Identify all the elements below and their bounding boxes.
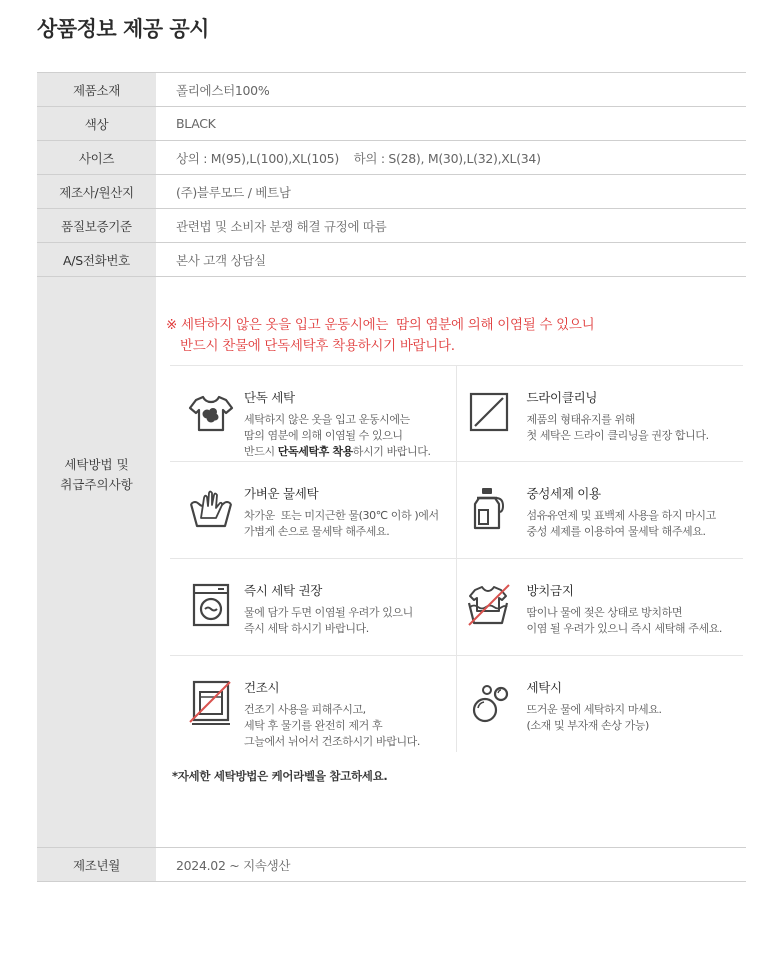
no-soak-icon: [465, 581, 515, 631]
table-row: [37, 175, 746, 209]
table-row: [37, 73, 746, 107]
table-row: [37, 107, 746, 141]
care-item-desc: 뜨거운 물에 세탁하지 마세요. (소재 및 부자재 손상 가능): [526, 703, 662, 732]
care-grid-row: [170, 558, 743, 655]
care-item: [170, 462, 457, 558]
row-value: 2024.02 ~ 지속생산: [176, 857, 291, 873]
dry-clean-icon: [465, 388, 515, 438]
care-item-desc: 섬유유연제 및 표백제 사용을 하지 마시고 중성 세제를 이용하여 물세탁 해주세요.: [526, 509, 716, 538]
care-grid-row: [170, 365, 743, 461]
row-value: 관련법 및 소비자 분쟁 해결 규정에 따름: [176, 218, 387, 234]
row-value: (주)블루모드 / 베트남: [176, 184, 291, 200]
care-item: [170, 656, 457, 752]
care-item: [457, 462, 744, 558]
warning-line2: 반드시 찬물에 단독세탁후 착용하시기 바랍니다.: [180, 338, 455, 354]
care-body: [156, 277, 746, 847]
row-value: 본사 고객 상담실: [176, 252, 266, 268]
detergent-icon: [465, 484, 515, 534]
care-item-desc: 물에 담가 두면 이염될 우려가 있으니 즉시 세탁 하시기 바랍니다.: [244, 606, 413, 635]
care-grid-row: [170, 461, 743, 558]
care-item-title: 건조시: [244, 680, 280, 695]
care-footnote: *자세한 세탁방법은 케어라벨을 참고하세요.: [172, 769, 388, 783]
washing-machine-icon: [186, 581, 236, 631]
care-item-desc: 건조기 사용을 피해주시고, 세탁 후 물기를 완전히 제거 후 그늘에서 뉘어서 건조하시기 바랍니다.: [244, 703, 421, 748]
care-item: [170, 559, 457, 655]
care-item: [457, 366, 744, 461]
row-label: 사이즈: [37, 141, 156, 174]
tshirt-icon: [186, 388, 236, 438]
table-row: [37, 141, 746, 175]
care-item-desc: 차가운 또는 미지근한 물(30℃ 이하 )에서 가볍게 손으로 물세탁 해주세요.: [244, 509, 439, 538]
row-label: 제조사/원산지: [37, 175, 156, 208]
warning-notice: [166, 315, 594, 357]
care-item-desc: 땀이나 물에 젖은 상태로 방치하면 이염 될 우려가 있으니 즉시 세탁해 주세요.: [526, 606, 723, 635]
row-value: 상의 : M(95),L(100),XL(105) 하의 : S(28), M(30),L(32),XL(34): [176, 150, 541, 166]
row-label: 색상: [37, 107, 156, 140]
care-label-line1: 세탁방법 및: [64, 456, 129, 472]
bubbles-icon: [465, 678, 515, 728]
row-value: BLACK: [176, 116, 216, 131]
care-grid-row: [170, 655, 743, 752]
table-row: [37, 848, 746, 882]
row-label: 제조년월: [37, 848, 156, 881]
care-item: [457, 656, 744, 752]
care-item: [457, 559, 744, 655]
care-item-desc: 세탁하지 않은 옷을 입고 운동시에는 땀의 염분에 의해 이염될 수 있으니 반드시 단독세탁후 착용하시기 바랍니다.: [244, 413, 431, 458]
table-row: [37, 209, 746, 243]
care-item-title: 드라이클리닝: [526, 390, 598, 405]
product-info-table: [37, 72, 746, 882]
no-tumble-dry-icon: [186, 678, 236, 728]
row-label: 품질보증기준: [37, 209, 156, 242]
care-instructions-row: [37, 277, 746, 848]
warning-line1: ※ 세탁하지 않은 옷을 입고 운동시에는 땀의 염분에 의해 이염될 수 있으니: [166, 317, 595, 333]
care-item-title: 세탁시: [526, 680, 562, 695]
care-item: [170, 366, 457, 461]
care-item-title: 단독 세탁: [244, 390, 295, 405]
care-grid: [170, 365, 743, 752]
care-label-line2: 취급주의사항: [60, 476, 133, 492]
care-item-desc: 제품의 형태유지를 위해 첫 세탁은 드라이 클리닝을 권장 합니다.: [526, 413, 709, 442]
row-value: 폴리에스터100%: [176, 82, 270, 98]
row-label: A/S전화번호: [37, 243, 156, 276]
hand-wash-icon: [186, 484, 236, 534]
table-row: [37, 243, 746, 277]
row-label: 제품소재: [37, 73, 156, 106]
care-item-title: 가벼운 물세탁: [244, 486, 319, 501]
care-item-title: 방치금지: [526, 583, 574, 598]
page-title: 상품정보 제공 공시: [37, 17, 209, 41]
care-label: [37, 277, 156, 847]
care-item-title: 즉시 세탁 권장: [244, 583, 322, 598]
care-item-title: 중성세제 이용: [526, 486, 601, 501]
